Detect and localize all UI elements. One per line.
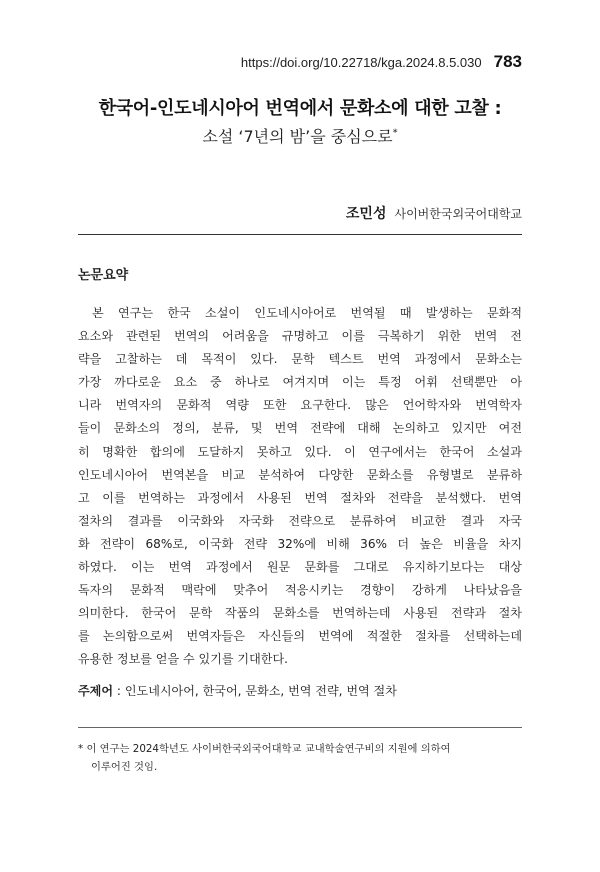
abstract-line: 를 논의함으로써 번역자들은 자신들의 번역에 적절한 절차를 선택하는데 (78, 629, 522, 644)
keywords-label: 주제어 (78, 684, 114, 698)
abstract-line: 인도네시아어 번역본을 비교 분석하여 다양한 문화소를 유형별로 분류하 (78, 467, 522, 482)
page-number: 783 (493, 52, 522, 71)
author-line (346, 203, 522, 223)
paper-title: 한국어-인도네시아어 번역에서 문화소에 대한 고찰 : (98, 98, 502, 119)
footnote-reference-mark[interactable]: * (392, 127, 398, 139)
footnote-line (78, 740, 522, 758)
doi-link[interactable]: https://doi.org/10.22718/kga.2024.8.5.030 (240, 55, 482, 70)
abstract-body (78, 302, 522, 672)
abstract-line: 절차의 결과를 이국화와 자국화 전략으로 분류하여 비교한 결과 자국 (78, 513, 522, 528)
abstract-line: 독자의 문화적 맥락에 맞추어 적응시키는 경향이 강하게 나타났음을 (78, 583, 522, 598)
keywords (78, 682, 397, 699)
page-header (241, 52, 522, 72)
abstract-line: 유용한 정보를 얻을 수 있기를 기대한다. (78, 652, 288, 667)
abstract-line: 하였다. 이는 번역 과정에서 원문 문화를 그대로 유지하기보다는 대상 (78, 560, 522, 575)
paper-subtitle (0, 124, 600, 147)
footnote-marker: * (78, 743, 84, 755)
abstract-line: 들이 문화소의 정의, 분류, 및 번역 전략에 대해 논의하고 있지만 여전 (78, 421, 522, 436)
author-name: 조민성 (345, 206, 387, 222)
abstract-line: 가장 까다로운 요소 중 하나로 여겨지며 이는 특정 어휘 선택뿐만 아 (78, 375, 522, 390)
subtitle-text: 소설 ‘7년의 밤’을 중심으로 (202, 127, 393, 146)
abstract-line: 고 이를 번역하는 과정에서 사용된 번역 절차와 전략을 분석했다. 번역 (78, 490, 522, 505)
abstract-line: 략을 고찰하는 데 목적이 있다. 문학 텍스트 번역 과정에서 문화소는 (78, 352, 522, 367)
footnote-divider (78, 727, 522, 728)
author-affiliation: 사이버한국외국어대학교 (394, 207, 522, 221)
abstract-line: 의미한다. 한국어 문학 작품의 문화소를 번역하는데 사용된 전략과 절차 (78, 606, 522, 621)
footnote-text-2: 이루어진 것임. (91, 761, 158, 773)
abstract-heading: 논문요약 (78, 268, 129, 283)
header-divider (78, 234, 522, 235)
abstract-line: 요소와 관련된 번역의 어려움을 규명하고 이를 극복하기 위한 번역 전 (78, 329, 522, 344)
abstract-line: 니라 번역자의 문화적 역량 또한 요구한다. 많은 언어학자와 번역학자 (78, 398, 522, 413)
keywords-terms: 인도네시아어, 한국어, 문화소, 번역 전략, 번역 절차 (124, 684, 397, 698)
abstract-line: 본 연구는 한국 소설이 인도네시아어로 번역될 때 발생하는 문화적 (92, 306, 522, 320)
footnote-text-1: 이 연구는 2024학년도 사이버한국외국어대학교 교내학술연구비의 지원에 의하여 (86, 743, 451, 755)
abstract-line: 화 전략이 68%로, 이국화 전략 32%에 비해 36% 더 높은 비율을 차지 (78, 536, 522, 551)
keywords-separator: : (113, 684, 125, 698)
abstract-line: 히 명확한 합의에 도달하지 못하고 있다. 이 연구에서는 한국어 소설과 (78, 444, 522, 459)
footnote (78, 740, 522, 776)
